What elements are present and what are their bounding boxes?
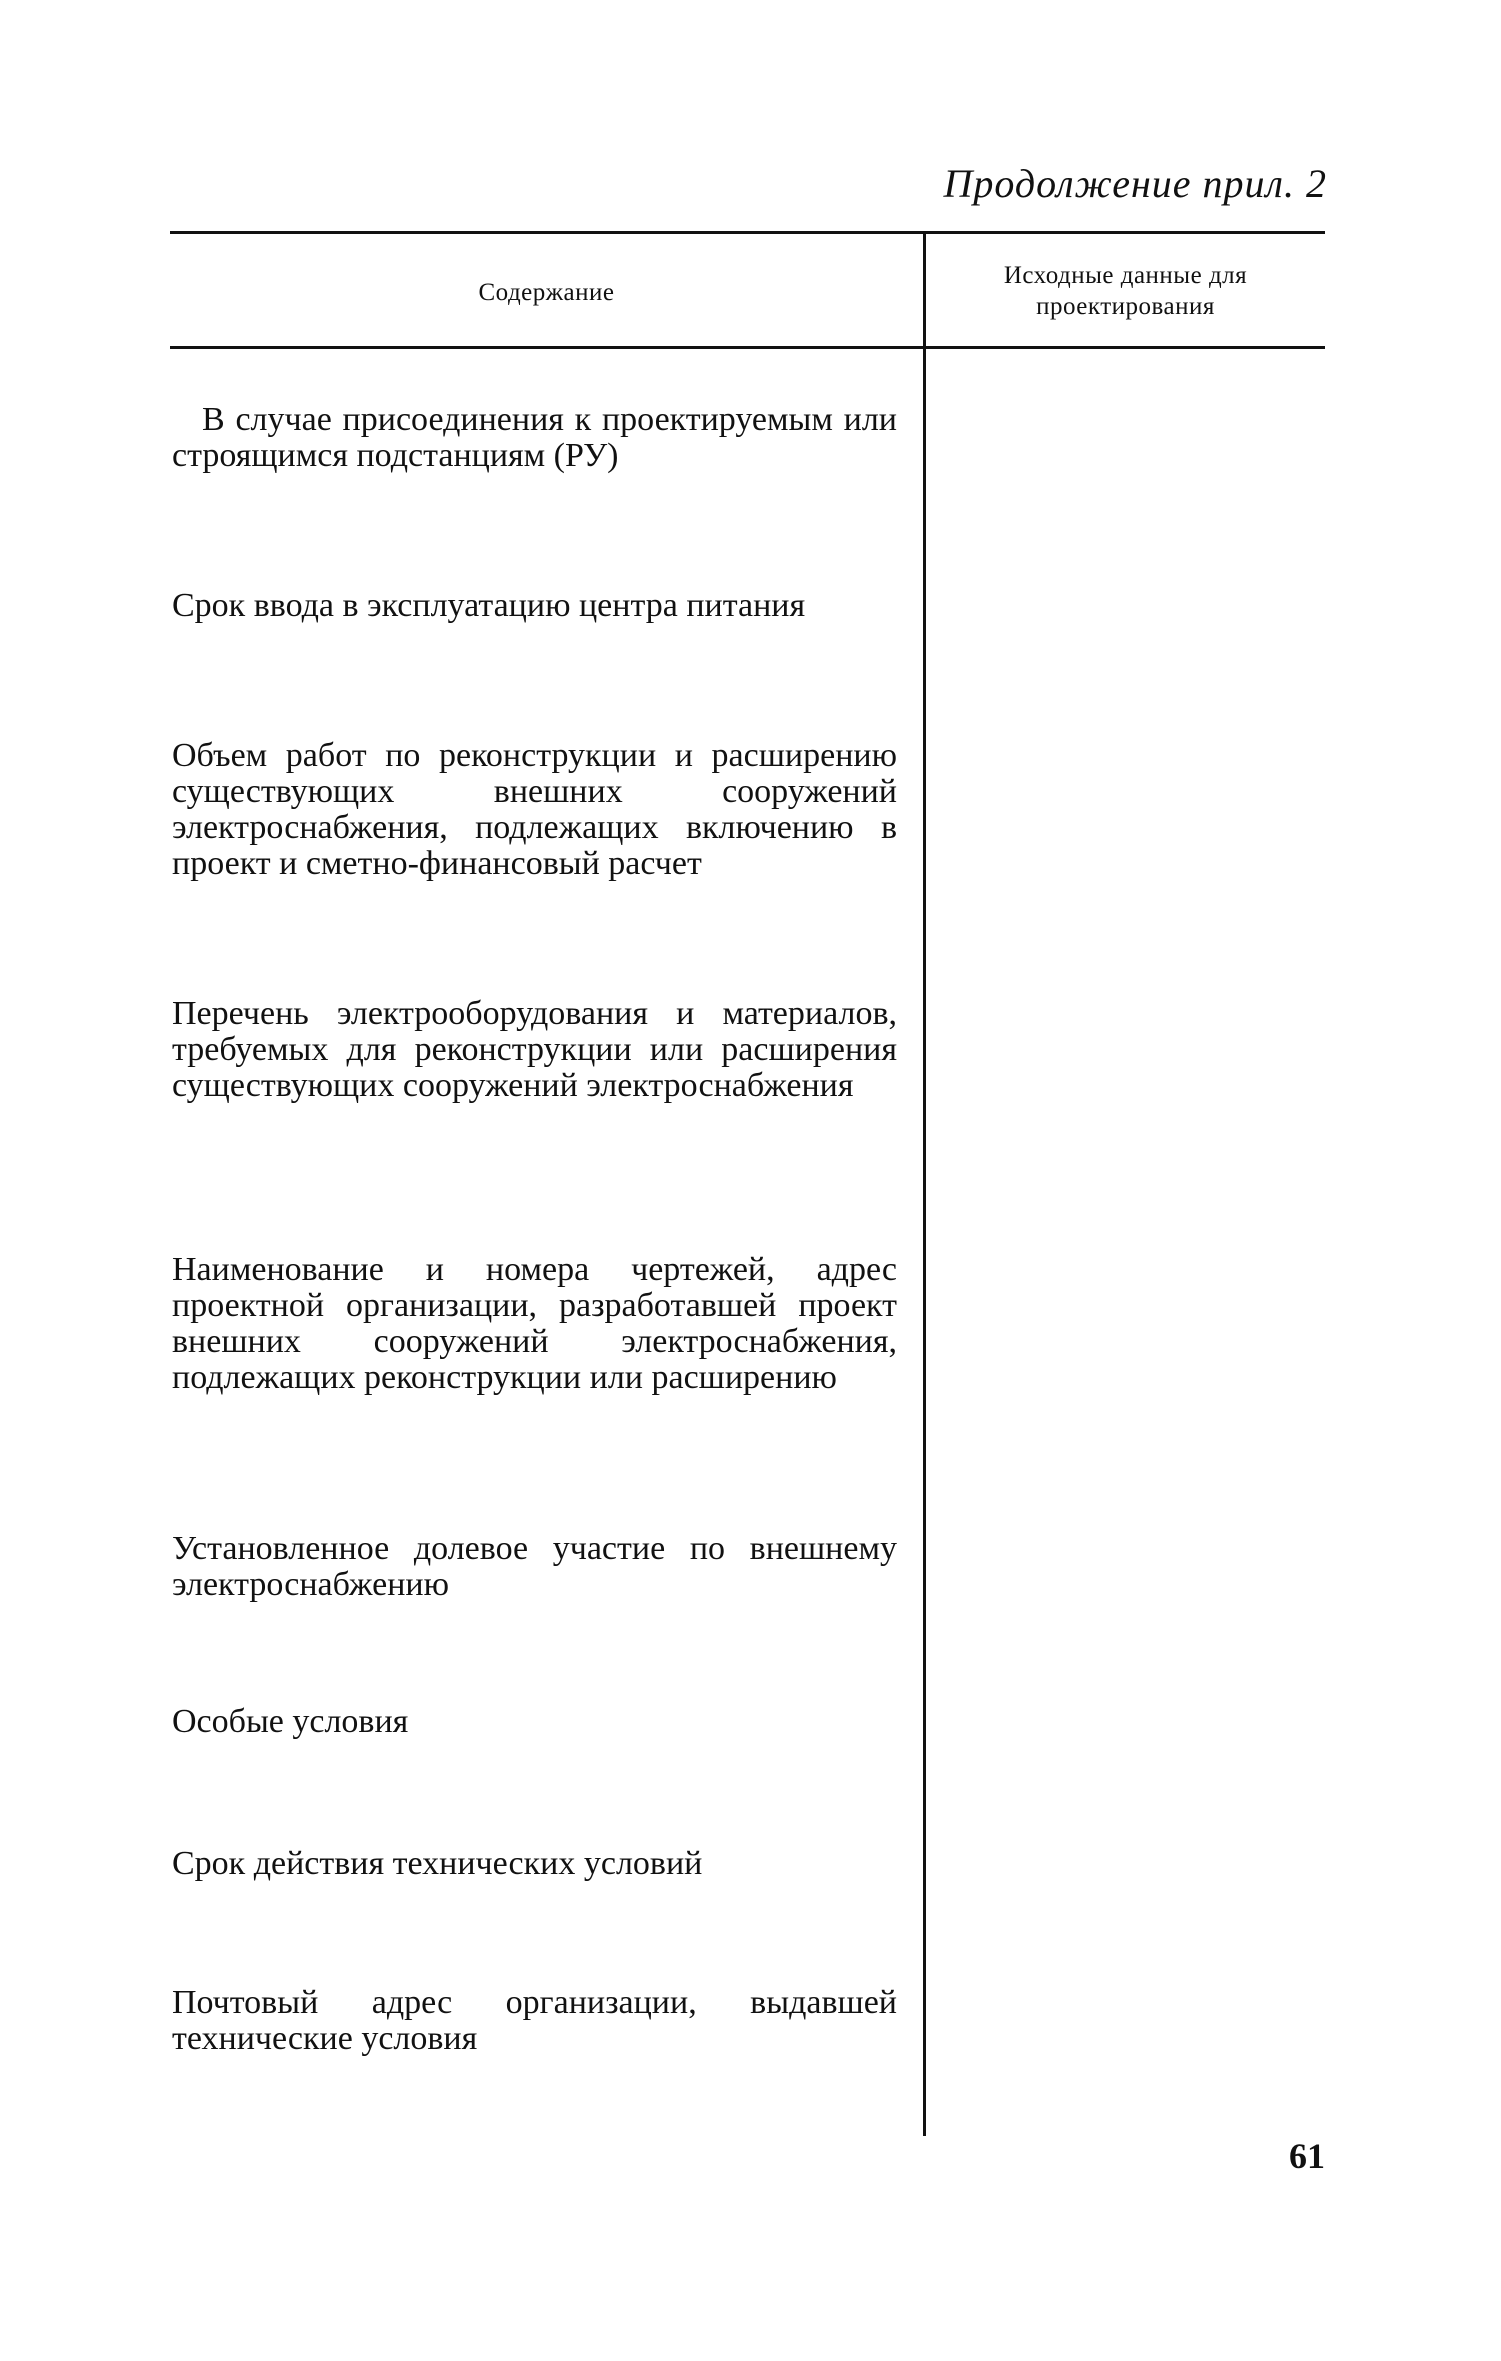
table-row-cost-sharing: Установленное долевое участие по внешнему электроснабжению — [172, 1530, 897, 1603]
table-top-rule — [170, 231, 1325, 234]
table-header-rule — [170, 346, 1325, 349]
column-divider — [923, 234, 926, 2136]
table-row-connection: В случае присоединения к проектируемым или строящимся подстанциям (РУ) — [172, 401, 897, 474]
page-number: 61 — [1289, 2136, 1325, 2176]
table-row-commissioning-date: Срок ввода в эксплуатацию центра питания — [172, 587, 806, 624]
continuation-note: Продолжение прил. 2 — [943, 161, 1327, 206]
table-row-drawings-and-address: Наименование и номера чертежей, адрес проектной организации, разработавшей проект внешних сооружений электроснабжения, подлежащих реконструкции или расширению — [172, 1251, 897, 1396]
table-row-reconstruction-scope: Объем работ по реконструкции и расширению существующих внешних сооружений электроснабжения, подлежащих включению в проект и сметно-финансовый расчет — [172, 737, 897, 882]
table-row-validity-period: Срок действия технических условий — [172, 1845, 703, 1882]
table-row-special-conditions: Особые условия — [172, 1703, 409, 1740]
table-row-postal-address: Почтовый адрес организации, выдавшей технические условия — [172, 1984, 897, 2057]
table-row-equipment-list: Перечень электрооборудования и материалов, требуемых для реконструкции или расширения существующих сооружений электроснабжения — [172, 995, 897, 1104]
column-header-source-data: Исходные данные для проектирования — [1003, 262, 1248, 320]
column-header-content: Содержание — [478, 279, 615, 306]
